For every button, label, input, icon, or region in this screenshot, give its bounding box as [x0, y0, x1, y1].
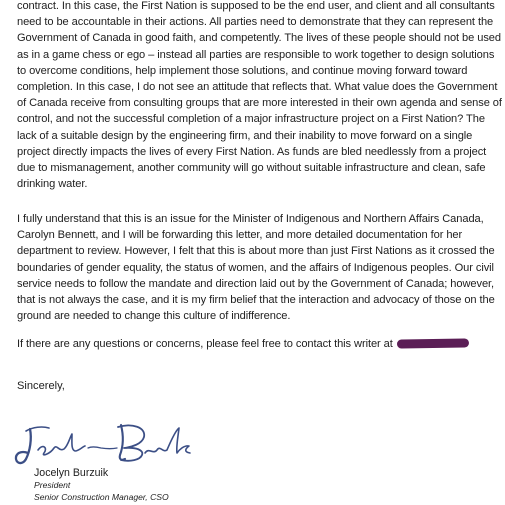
signer-role: Senior Construction Manager, CSO	[34, 492, 169, 502]
signer-name: Jocelyn Burzuik	[34, 467, 109, 479]
closing-salutation: Sincerely,	[17, 380, 65, 392]
redacted-contact	[397, 338, 469, 348]
body-paragraph-1: contract. In this case, the First Nation is supposed to be the end user, and client and all consultants need to be accountable in their actions. All parties need to demonstrate that they can represent the Government of Canada in good faith, and competently. The lives of these people should not be used as in a game chess or ego – instead all parties are responsible to work together to design solutions to overcome conditions, help implement those solutions, and continue moving forward toward completion. In this case, I do not see an attitude that reflects that. What value does the Government of Canada receive from consulting groups that are more interested in their own agenda and sense of control, and not the successful completion of a major infrastructure project on a First Nation? The lack of a suitable design by the engineering firm, and their inability to move forward on a single project directly impacts the lives of every First Nation. As funds are bled needlessly from a project due to mismanagement, another community will go without suitable infrastructure and clean, safe drinking water.	[17, 0, 502, 191]
signer-title: President	[34, 480, 71, 490]
contact-text: If there are any questions or concerns, please feel free to contact this writer at	[17, 338, 393, 350]
contact-paragraph	[17, 336, 503, 352]
body-paragraph-2: I fully understand that this is an issue for the Minister of Indigenous and Northern Affairs Canada, Carolyn Bennett, and I will be forwarding this letter, and more detailed documentation for her department to review. However, I felt that this is about more than just First Nations as it crossed the boundaries of gender equality, the status of women, and the affairs of Indigenous peoples. Our civil service needs to follow the mandate and direction laid out by the Government of Canada; however, that is not always the case, and it is my firm belief that the interaction and advocacy of those on the ground are needed to change this culture of indifference.	[17, 213, 495, 323]
handwritten-signature	[8, 417, 208, 469]
